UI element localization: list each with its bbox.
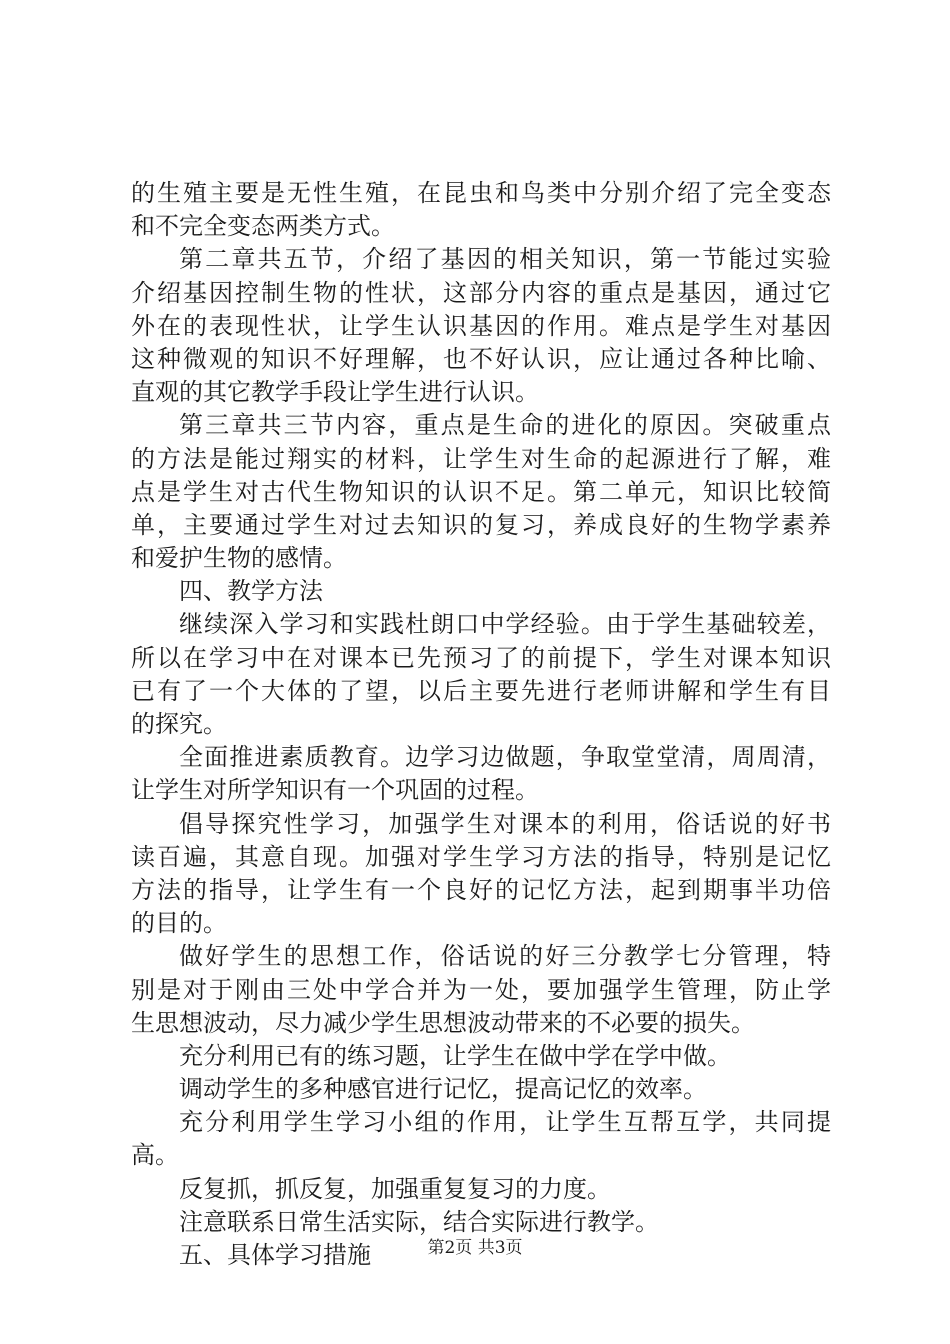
text-line: 四、教学方法 (179, 577, 323, 606)
document-body (131, 177, 831, 1272)
text-line: 调动学生的多种感官进行记忆，提高记忆的效率。 (179, 1075, 707, 1104)
page-number-footer: 第2页 共3页 (427, 1238, 523, 1258)
text-line: 让学生对所学知识有一个巩固的过程。 (131, 776, 539, 805)
text-line: 充分利用已有的练习题，让学生在做中学在学中做。 (179, 1041, 731, 1070)
text-line: 介绍基因控制生物的性状，这部分内容的重点是基因，通过它 (131, 278, 831, 307)
text-line: 和不完全变态两类方式。 (131, 212, 395, 241)
text-line: 点是学生对古代生物知识的认识不足。第二单元，知识比较简 (131, 477, 831, 506)
text-line: 这种微观的知识不好理解，也不好认识，应让通过各种比喻、 (131, 344, 831, 373)
text-line: 已有了一个大体的了望，以后主要先进行老师讲解和学生有目 (131, 676, 831, 705)
text-line: 生思想波动，尽力减少学生思想波动带来的不必要的损失。 (131, 1008, 755, 1037)
text-line: 所以在学习中在对课本已先预习了的前提下，学生对课本知识 (131, 643, 831, 672)
text-line: 直观的其它教学手段让学生进行认识。 (131, 378, 539, 407)
text-line: 反复抓，抓反复，加强重复复习的力度。 (179, 1174, 611, 1203)
text-line: 充分利用学生学习小组的作用，让学生互帮互学，共同提 (179, 1108, 831, 1137)
text-line: 的方法是能过翔实的材料，让学生对生命的起源进行了解，难 (131, 444, 831, 473)
text-line: 的生殖主要是无性生殖，在昆虫和鸟类中分别介绍了完全变态 (131, 179, 831, 207)
text-line: 单，主要通过学生对过去知识的复习，养成良好的生物学素养 (131, 510, 831, 539)
text-line: 的目的。 (131, 909, 227, 938)
text-line: 第三章共三节内容，重点是生命的进化的原因。突破重点 (179, 411, 831, 440)
text-line: 别是对于刚由三处中学合并为一处，要加强学生管理，防止学 (131, 975, 831, 1004)
text-line: 第二章共五节，介绍了基因的相关知识，第一节能过实验 (179, 245, 831, 274)
text-line: 方法的指导，让学生有一个良好的记忆方法，起到期事半功倍 (131, 875, 831, 904)
text-line: 做好学生的思想工作，俗话说的好三分教学七分管理，特 (179, 942, 831, 971)
text-line: 高。 (131, 1141, 179, 1170)
text-line: 倡导探究性学习，加强学生对课本的利用，俗话说的好书 (179, 809, 831, 838)
text-line: 注意联系日常生活实际，结合实际进行教学。 (179, 1207, 659, 1236)
text-line: 继续深入学习和实践杜朗口中学经验。由于学生基础较差， (179, 610, 831, 639)
text-line: 读百遍，其意自现。加强对学生学习方法的指导，特别是记忆 (131, 842, 831, 871)
text-line: 和爱护生物的感情。 (131, 544, 347, 573)
text-line: 五、具体学习措施 (179, 1241, 371, 1269)
text-line: 外在的表现性状，让学生认识基因的作用。难点是学生对基因 (131, 311, 831, 340)
text-line: 的探究。 (131, 710, 227, 738)
text-line: 全面推进素质教育。边学习边做题，争取堂堂清，周周清， (179, 743, 831, 772)
